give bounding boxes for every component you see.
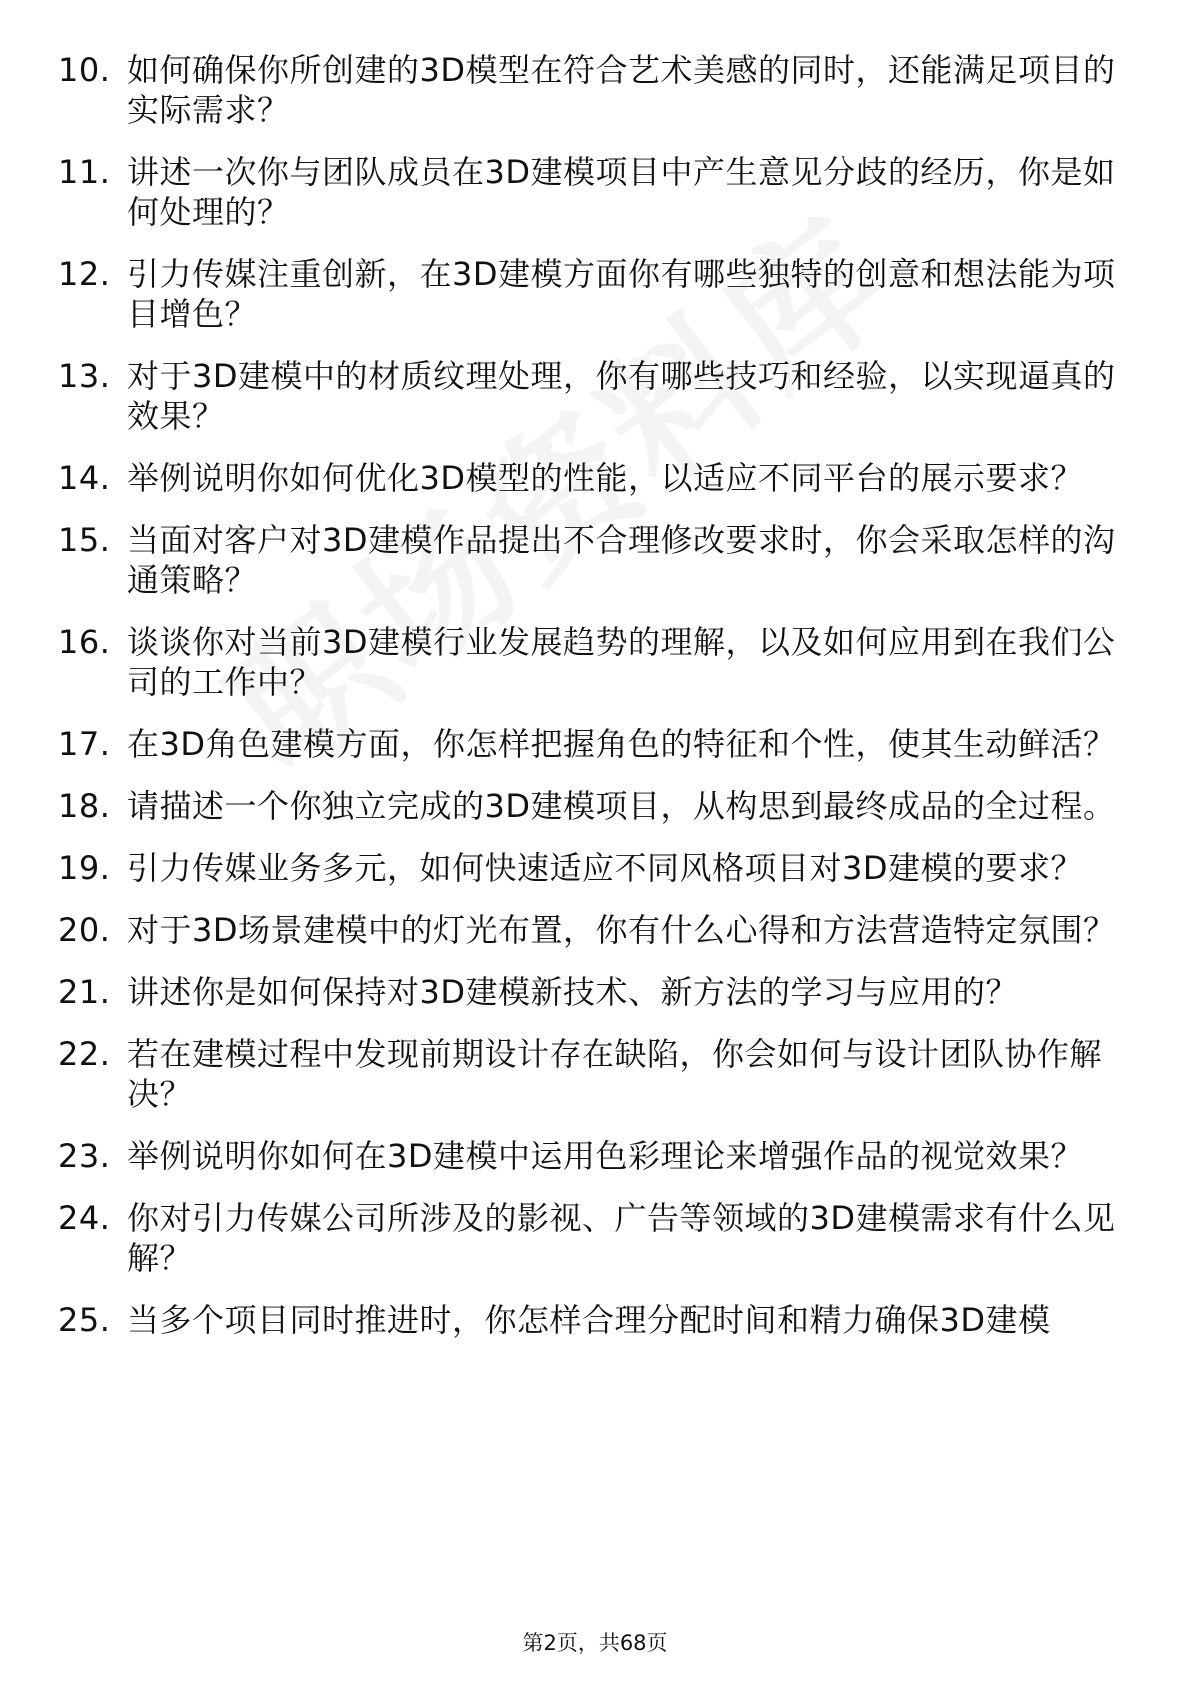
question-text: 当面对客户对3D建模作品提出不合理修改要求时，你会采取怎样的沟通策略？ <box>127 521 1116 599</box>
question-text: 引力传媒业务多元，如何快速适应不同风格项目对3D建模的要求？ <box>127 849 1084 887</box>
question-number: 13. <box>58 357 111 395</box>
question-number: 15. <box>58 521 111 559</box>
question-item <box>58 50 1138 130</box>
question-number: 20. <box>58 911 111 949</box>
question-text: 讲述一次你与团队成员在3D建模项目中产生意见分歧的经历，你是如何处理的？ <box>127 153 1116 231</box>
question-number: 21. <box>58 973 111 1011</box>
question-item <box>58 152 1138 232</box>
question-number: 22. <box>58 1035 111 1073</box>
question-item <box>58 458 1138 498</box>
question-number: 24. <box>58 1199 111 1237</box>
question-item <box>58 1300 1138 1340</box>
question-list <box>58 50 1138 1362</box>
question-text: 当多个项目同时推进时，你怎样合理分配时间和精力确保3D建模 <box>127 1301 1051 1339</box>
question-number: 25. <box>58 1301 111 1339</box>
question-item <box>58 254 1138 334</box>
question-text: 请描述一个你独立完成的3D建模项目，从构思到最终成品的全过程。 <box>127 787 1116 825</box>
question-item <box>58 786 1138 826</box>
question-item <box>58 1136 1138 1176</box>
question-text: 对于3D场景建模中的灯光布置，你有什么心得和方法营造特定氛围？ <box>127 911 1116 949</box>
question-number: 11. <box>58 153 111 191</box>
question-text: 讲述你是如何保持对3D建模新技术、新方法的学习与应用的？ <box>127 973 1019 1011</box>
question-text: 举例说明你如何在3D建模中运用色彩理论来增强作品的视觉效果？ <box>127 1137 1084 1175</box>
page-footer: 第2页，共68页 <box>522 1631 668 1655</box>
question-number: 14. <box>58 459 111 497</box>
question-item <box>58 520 1138 600</box>
question-text: 对于3D建模中的材质纹理处理，你有哪些技巧和经验，以实现逼真的效果？ <box>127 357 1116 435</box>
question-item <box>58 910 1138 950</box>
question-number: 17. <box>58 725 111 763</box>
question-text: 举例说明你如何优化3D模型的性能，以适应不同平台的展示要求？ <box>127 459 1084 497</box>
question-text: 若在建模过程中发现前期设计存在缺陷，你会如何与设计团队协作解决？ <box>127 1035 1103 1113</box>
question-item <box>58 1034 1138 1114</box>
question-number: 18. <box>58 787 111 825</box>
question-item <box>58 356 1138 436</box>
question-item <box>58 724 1138 764</box>
question-item <box>58 972 1138 1012</box>
question-number: 16. <box>58 623 111 661</box>
question-text: 谈谈你对当前3D建模行业发展趋势的理解，以及如何应用到在我们公司的工作中？ <box>127 623 1116 701</box>
question-number: 23. <box>58 1137 111 1175</box>
question-item <box>58 1198 1138 1278</box>
question-number: 10. <box>58 51 111 89</box>
question-text: 如何确保你所创建的3D模型在符合艺术美感的同时，还能满足项目的实际需求？ <box>127 51 1116 129</box>
question-text: 你对引力传媒公司所涉及的影视、广告等领域的3D建模需求有什么见解？ <box>127 1199 1116 1277</box>
question-item <box>58 622 1138 702</box>
question-text: 在3D角色建模方面，你怎样把握角色的特征和个性，使其生动鲜活？ <box>127 725 1116 763</box>
question-item <box>58 848 1138 888</box>
question-number: 12. <box>58 255 111 293</box>
question-text: 引力传媒注重创新，在3D建模方面你有哪些独特的创意和想法能为项目增色？ <box>127 255 1116 333</box>
question-number: 19. <box>58 849 111 887</box>
